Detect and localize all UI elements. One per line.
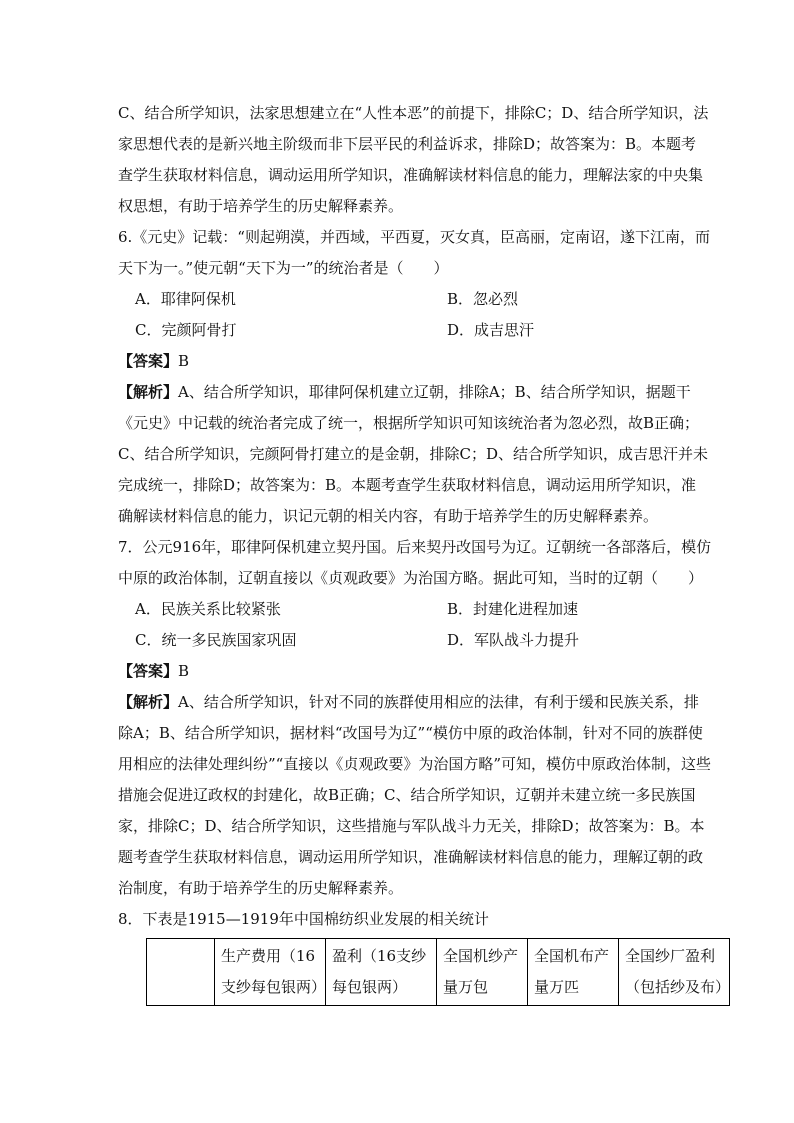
table-header-cell: 生产费用（16支纱每包银两）	[215, 939, 326, 1006]
analysis-line: 治制度，有助于培养学生的历史解释素养。	[118, 879, 404, 897]
analysis-label: 【解析】	[118, 693, 179, 711]
analysis-line	[118, 687, 746, 718]
analysis-line: 家，排除C；D、结合所学知识，这些措施与军队战斗力无关，排除D；故答案为：B。本	[118, 817, 705, 835]
analysis-line	[118, 377, 746, 408]
options-row	[118, 594, 746, 625]
table-header-cell: 全国机布产量万匹	[528, 939, 619, 1006]
answer-line	[118, 346, 746, 377]
statistics-table	[146, 938, 730, 1006]
question-8	[118, 904, 746, 935]
analysis-line: 用相应的法律处理纠纷”“直接以《贞观政要》为治国方略”可知，模仿中原政治体制，这些	[118, 755, 712, 773]
question-6	[118, 222, 746, 532]
answer-label: 【答案】	[118, 352, 179, 370]
answer-label: 【答案】	[118, 662, 179, 680]
answer-value: B	[178, 662, 190, 680]
analysis-line: 除A；B、结合所学知识，据材料“改国号为辽”“模仿中原的政治体制，针对不同的族群使	[118, 724, 703, 742]
option-a: A．耶律阿保机	[135, 290, 236, 308]
options-row	[118, 284, 746, 315]
table-header-cell: 全国机纱产量万包	[437, 939, 528, 1006]
table-header-cell: 全国纱厂盈利（包括纱及布）	[619, 939, 730, 1006]
text-line: C、结合所学知识，法家思想建立在“人性本恶”的前提下，排除C；D、结合所学知识，法	[118, 104, 709, 122]
table-header-cell: 盈利（16支纱每包银两）	[326, 939, 437, 1006]
q5-analysis-tail	[118, 98, 746, 222]
analysis-line: 措施会促进辽政权的封建化，故B正确；C、结合所学知识，辽朝并未建立统一多民族国	[118, 786, 696, 804]
analysis-line: C、结合所学知识，完颜阿骨打建立的是金朝，排除C；D、结合所学知识，成吉思汗并未	[118, 445, 708, 463]
text-line: 权思想，有助于培养学生的历史解释素养。	[118, 197, 404, 215]
analysis-line: 确解读材料信息的能力，识记元朝的相关内容，有助于培养学生的历史解释素养。	[118, 507, 659, 525]
text-line: 查学生获取材料信息，调动运用所学知识，准确解读材料信息的能力，理解法家的中央集	[118, 166, 704, 184]
analysis-text: A、结合所学知识，针对不同的族群使用相应的法律，有利于缓和民族关系，排	[178, 693, 699, 711]
analysis-text: A、结合所学知识，耶律阿保机建立辽朝，排除A；B、结合所学知识，据题干	[178, 383, 691, 401]
document-page	[118, 98, 746, 935]
answer-line	[118, 656, 746, 687]
option-c: C．完颜阿骨打	[135, 321, 237, 339]
question-stem-line: 6.《元史》记载：“则起朔漠，并西域，平西夏，灭女真，臣高丽，定南诏，遂下江南，而	[118, 228, 710, 246]
question-stem-line: 7．公元916年，耶律阿保机建立契丹国。后来契丹改国号为辽。辽朝统一各部落后，模仿	[118, 538, 712, 556]
analysis-line: 完成统一，排除D；故答案为：B。本题考查学生获取材料信息，调动运用所学知识，准	[118, 476, 697, 494]
analysis-line: 《元史》中记载的统治者完成了统一，根据所学知识可知该统治者为忽必烈，故B正确；	[118, 414, 700, 432]
question-stem-line: 8．下表是1915—1919年中国棉纺织业发展的相关统计	[118, 910, 489, 928]
option-d: D．成吉思汗	[447, 321, 535, 339]
option-a: A．民族关系比较紧张	[135, 600, 281, 618]
analysis-label: 【解析】	[118, 383, 179, 401]
table-header-cell	[147, 939, 215, 1006]
question-stem-line: 天下为一。”使元朝“天下为一”的统治者是（ ）	[118, 259, 449, 277]
options-row	[118, 625, 746, 656]
option-b: B．封建化进程加速	[447, 600, 579, 618]
question-7	[118, 532, 746, 904]
table-header-row	[147, 939, 730, 1006]
option-b: B．忽必烈	[447, 290, 519, 308]
option-d: D．军队战斗力提升	[447, 631, 580, 649]
analysis-line: 题考查学生获取材料信息，调动运用所学知识，准确解读材料信息的能力，理解辽朝的政	[118, 848, 704, 866]
option-c: C．统一多民族国家巩固	[135, 631, 297, 649]
options-row	[118, 315, 746, 346]
answer-value: B	[178, 352, 190, 370]
question-stem-line: 中原的政治体制，辽朝直接以《贞观政要》为治国方略。据此可知，当时的辽朝（ ）	[118, 569, 704, 587]
text-line: 家思想代表的是新兴地主阶级而非下层平民的利益诉求，排除D；故答案为：B。本题考	[118, 135, 697, 153]
